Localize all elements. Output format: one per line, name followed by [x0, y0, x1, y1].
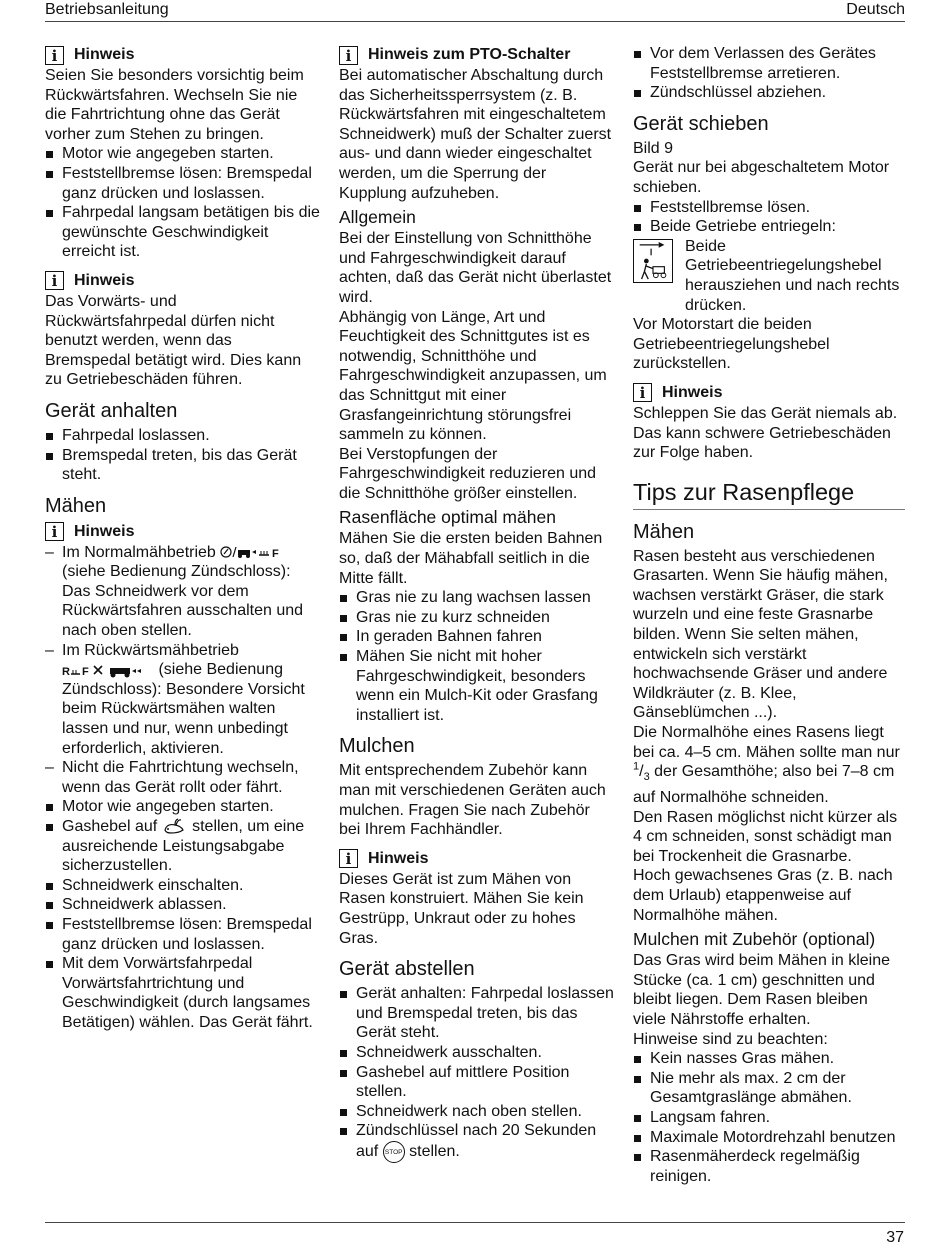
list-item: Motor wie angegeben starten. — [45, 797, 320, 817]
subsection-heading: Rasenfläche optimal mähen — [339, 507, 556, 528]
list-item: Bremspedal treten, bis das Gerät steht. — [45, 446, 320, 485]
figure-reference: Bild 9 — [633, 139, 674, 157]
paragraph: Gerät nur bei abgeschaltetem Motor schieben. — [633, 159, 890, 196]
paragraph: Hoch gewachsenes Gras (z. B. nach dem Urlaub) etappenweise auf Normalhöhe mähen. — [633, 867, 893, 924]
list-item: Langsam fahren. — [633, 1108, 905, 1128]
list-text: (siehe Bedienung Zündschloss): Das Schneidwerk vor dem Rückwärtsfahren ausschalten und nach oben stellen. — [62, 563, 304, 640]
header-rule — [45, 21, 905, 22]
bullet-list — [45, 426, 320, 485]
note-heading — [45, 44, 320, 66]
note-heading — [45, 270, 320, 292]
bullet-list — [633, 198, 905, 237]
list-item: Feststellbremse lösen. — [633, 198, 905, 218]
normal-mowing-symbol-icon — [220, 545, 280, 559]
footer-rule — [45, 1222, 905, 1223]
list-item — [45, 543, 320, 641]
paragraph: Die Normalhöhe eines Rasens liegt bei ca. 4–5 cm. Mähen sollte man nur $^1/_3$ der Gesamthöhe; also bei 7–8 cm auf Normalhöhe schneiden. — [633, 724, 900, 806]
bullet-list — [45, 144, 320, 262]
note-heading — [633, 382, 905, 404]
page-number: 37 — [886, 1229, 904, 1246]
note-heading — [45, 521, 320, 543]
list-item: Beide Getriebe entriegeln: — [633, 217, 905, 237]
paragraph: Mit entsprechendem Zubehör kann man mit verschiedenen Geräten auch mulchen. Fragen Sie nach Zubehör bei Ihrem Fachhändler. — [339, 762, 606, 839]
paragraph: Den Rasen möglichst nicht kürzer als 4 cm schneiden, sonst schädigt man bei Trockenheit die Grasnarbe. — [633, 808, 898, 865]
paragraph-text: Die Normalhöhe eines Rasens liegt bei ca. 4–5 cm. Mähen sollte man nur — [633, 724, 900, 761]
section-heading: Gerät abstellen — [339, 958, 475, 981]
dash-list — [45, 543, 320, 798]
push-mower-icon — [633, 239, 673, 283]
info-icon: i — [339, 849, 358, 868]
note-title: Hinweis — [74, 272, 135, 290]
list-item: Fahrpedal langsam betätigen bis die gewünschte Geschwindigkeit erreicht ist. — [45, 203, 320, 262]
bullet-list — [633, 1049, 905, 1186]
bullet-list — [339, 588, 614, 725]
note-text: Seien Sie besonders vorsichtig beim Rückwärtsfahren. Wechseln Sie nie die Fahrtrichtung ohne das Gerät vorher zum Stehen zu bringen. — [45, 67, 304, 143]
paragraph: Vor Motorstart die beiden Getriebeentriegelungshebel zurückstellen. — [633, 316, 830, 373]
figure-instruction — [633, 237, 905, 315]
list-item: Mit dem Vorwärtsfahrpedal Vorwärtsfahrtrichtung und Geschwindigkeit (durch langsames Betätigen) wählen. Das Gerät fährt. — [45, 954, 320, 1032]
list-text: Zündschlüssel nach 20 Sekunden auf — [356, 1122, 597, 1161]
list-item: Schneidwerk einschalten. — [45, 876, 320, 896]
subsection-heading: Allgemein — [339, 207, 416, 228]
page-header — [45, 0, 905, 20]
note-text: Schleppen Sie das Gerät niemals ab. Das kann schwere Getriebeschäden zur Folge haben. — [633, 404, 898, 462]
list-item — [45, 817, 320, 876]
chapter-heading: Tips zur Rasenpflege — [633, 477, 905, 510]
list-text: Im Rückwärtsmähbetrieb — [62, 641, 239, 659]
list-text: stellen, um eine ausreichende Leistungsabgabe sicherzustellen. — [62, 818, 305, 875]
bullet-list — [339, 984, 614, 1163]
bullet-list — [45, 797, 320, 1032]
note-heading — [339, 44, 614, 66]
info-icon: i — [45, 522, 64, 541]
list-item: Fahrpedal loslassen. — [45, 426, 320, 446]
section-heading: Gerät schieben — [633, 112, 769, 135]
fraction-numerator: 1 — [633, 760, 640, 773]
paragraph: Rasen besteht aus verschiedenen Grasarten. Wenn Sie häufig mähen, wachsen verstärkt Gräser, die stark wurzeln und eine feste Grasnarbe bilden. Wenn Sie selten mähen, entwickeln sich verstärkt hochwachsende Gräser und andere Wildkräuter (z. B. Klee, Gänseblümchen ...). — [633, 547, 888, 722]
stop-icon: STOP — [383, 1141, 405, 1163]
paragraph: Abhängig von Länge, Art und Feuchtigkeit des Schnittgutes ist es notwendig, Schnitthöhe und Fahrgeschwindigkeit anzupassen, um das Schnittgut mit einer Grasfangeinrichtung störungsfrei sammeln zu können. — [339, 308, 607, 444]
note-text: Das Vorwärts- und Rückwärtsfahrpedal dürfen nicht benutzt werden, wenn das Bremspedal betätigt wird. Dies kann zu Getriebeschäden führen. — [45, 292, 302, 389]
note-text: Bei automatischer Abschaltung durch das Sicherheitssperrsystem (z. B. Rückwärtsfahren mit eingeschaltetem Schneidwerk) muß der Schalter zuerst aus- und dann wieder eingeschaltet werden, um die Sperrung der Kupplung aufzuheben. — [339, 67, 612, 202]
paragraph: Bei Verstopfungen der Fahrgeschwindigkeit reduzieren und die Schnitthöhe größer einstellen. — [339, 445, 597, 502]
list-item: Nie mehr als max. 2 cm der Gesamtgraslänge abmähen. — [633, 1069, 905, 1108]
list-item: Gerät anhalten: Fahrpedal loslassen und Bremspedal treten, bis das Gerät steht. — [339, 984, 614, 1043]
list-item: Vor dem Verlassen des Gerätes Feststellbremse arretieren. — [633, 44, 905, 83]
svg-text:R: R — [62, 666, 70, 679]
list-item: Gras nie zu lang wachsen lassen — [339, 588, 614, 608]
info-icon: i — [633, 383, 652, 402]
list-item: Gashebel auf mittlere Position stellen. — [339, 1063, 614, 1102]
list-text: (siehe Bedienung Zündschloss): Besondere Vorsicht beim Rückwärtsmähen walten lassen und nur, wenn unbedingt erforderlich, aktivieren. — [62, 661, 305, 757]
svg-text:F: F — [82, 666, 89, 679]
list-item: In geraden Bahnen fahren — [339, 627, 614, 647]
header-right: Deutsch — [846, 1, 905, 18]
paragraph-text: der Gesamthöhe; also bei 7–8 cm auf Normalhöhe schneiden. — [633, 763, 895, 806]
list-item: Feststellbremse lösen: Bremspedal ganz drücken und loslassen. — [45, 164, 320, 203]
column-3 — [633, 44, 905, 1186]
list-text: Im Normalmähbetrieb — [62, 543, 216, 561]
reverse-mowing-symbol-icon — [62, 662, 154, 678]
note-title: Hinweis — [662, 384, 723, 402]
list-item: Schneidwerk ablassen. — [45, 895, 320, 915]
list-text: Gashebel auf — [62, 818, 158, 835]
list-item: Zündschlüssel abziehen. — [633, 83, 905, 103]
subsection-heading: Mulchen mit Zubehör (optional) — [633, 929, 876, 950]
paragraph: Bei der Einstellung von Schnitthöhe und Fahrgeschwindigkeit darauf achten, daß das Gerät nicht überlastet wird. — [339, 230, 612, 306]
list-item: Mähen Sie nicht mit hoher Fahrgeschwindigkeit, besonders wenn ein Mulch-Kit oder Grasfang installiert ist. — [339, 647, 614, 725]
list-item — [45, 641, 320, 759]
list-text: stellen. — [409, 1143, 460, 1161]
fraction-denominator: 3 — [643, 771, 650, 784]
section-heading: Mulchen — [339, 735, 415, 758]
paragraph: Mähen Sie die ersten beiden Bahnen so, daß der Mähabfall seitlich in die Mitte fällt. — [339, 530, 603, 587]
note-title: Hinweis zum PTO-Schalter — [368, 46, 571, 64]
section-heading: Mähen — [633, 520, 695, 543]
note-title: Hinweis — [368, 849, 429, 867]
column-1 — [45, 44, 320, 1033]
bullet-list — [633, 44, 905, 103]
note-text: Dieses Gerät ist zum Mähen von Rasen konstruiert. Mähen Sie kein Gestrüpp, Unkraut oder zu hohes Gras. — [339, 870, 584, 947]
list-item: Gras nie zu kurz schneiden — [339, 608, 614, 628]
paragraph: Das Gras wird beim Mähen in kleine Stücke (ca. 1 cm) geschnitten und bleibt liegen. Dem Rasen bleiben viele Nährstoffe erhalten. — [633, 952, 890, 1028]
header-left: Betriebsanleitung — [45, 1, 169, 18]
list-item: Maximale Motordrehzahl benutzen — [633, 1128, 905, 1148]
rabbit-throttle-icon — [162, 818, 188, 836]
list-item: Kein nasses Gras mähen. — [633, 1049, 905, 1069]
info-icon: i — [339, 46, 358, 65]
section-heading: Gerät anhalten — [45, 399, 178, 422]
list-item: – Nicht die Fahrtrichtung wechseln, wenn das Gerät rollt oder fährt. — [45, 758, 320, 797]
list-item: Feststellbremse lösen: Bremspedal ganz drücken und loslassen. — [45, 915, 320, 954]
column-2 — [339, 44, 614, 1163]
note-heading — [339, 848, 614, 870]
list-item: Schneidwerk ausschalten. — [339, 1043, 614, 1063]
list-item — [339, 1121, 614, 1163]
section-heading: Mähen — [45, 494, 107, 517]
note-title: Hinweis — [74, 46, 135, 64]
list-item: Rasenmäherdeck regelmäßig reinigen. — [633, 1147, 905, 1186]
list-item: Schneidwerk nach oben stellen. — [339, 1102, 614, 1122]
paragraph: Hinweise sind zu beachten: — [633, 1030, 828, 1048]
info-icon: i — [45, 46, 64, 65]
info-icon: i — [45, 271, 64, 290]
list-item: Motor wie angegeben starten. — [45, 144, 320, 164]
figure-text: Beide Getriebeentriegelungshebel herausziehen und nach rechts drücken. — [685, 237, 900, 314]
svg-text:F: F — [272, 548, 280, 560]
note-title: Hinweis — [74, 522, 135, 540]
